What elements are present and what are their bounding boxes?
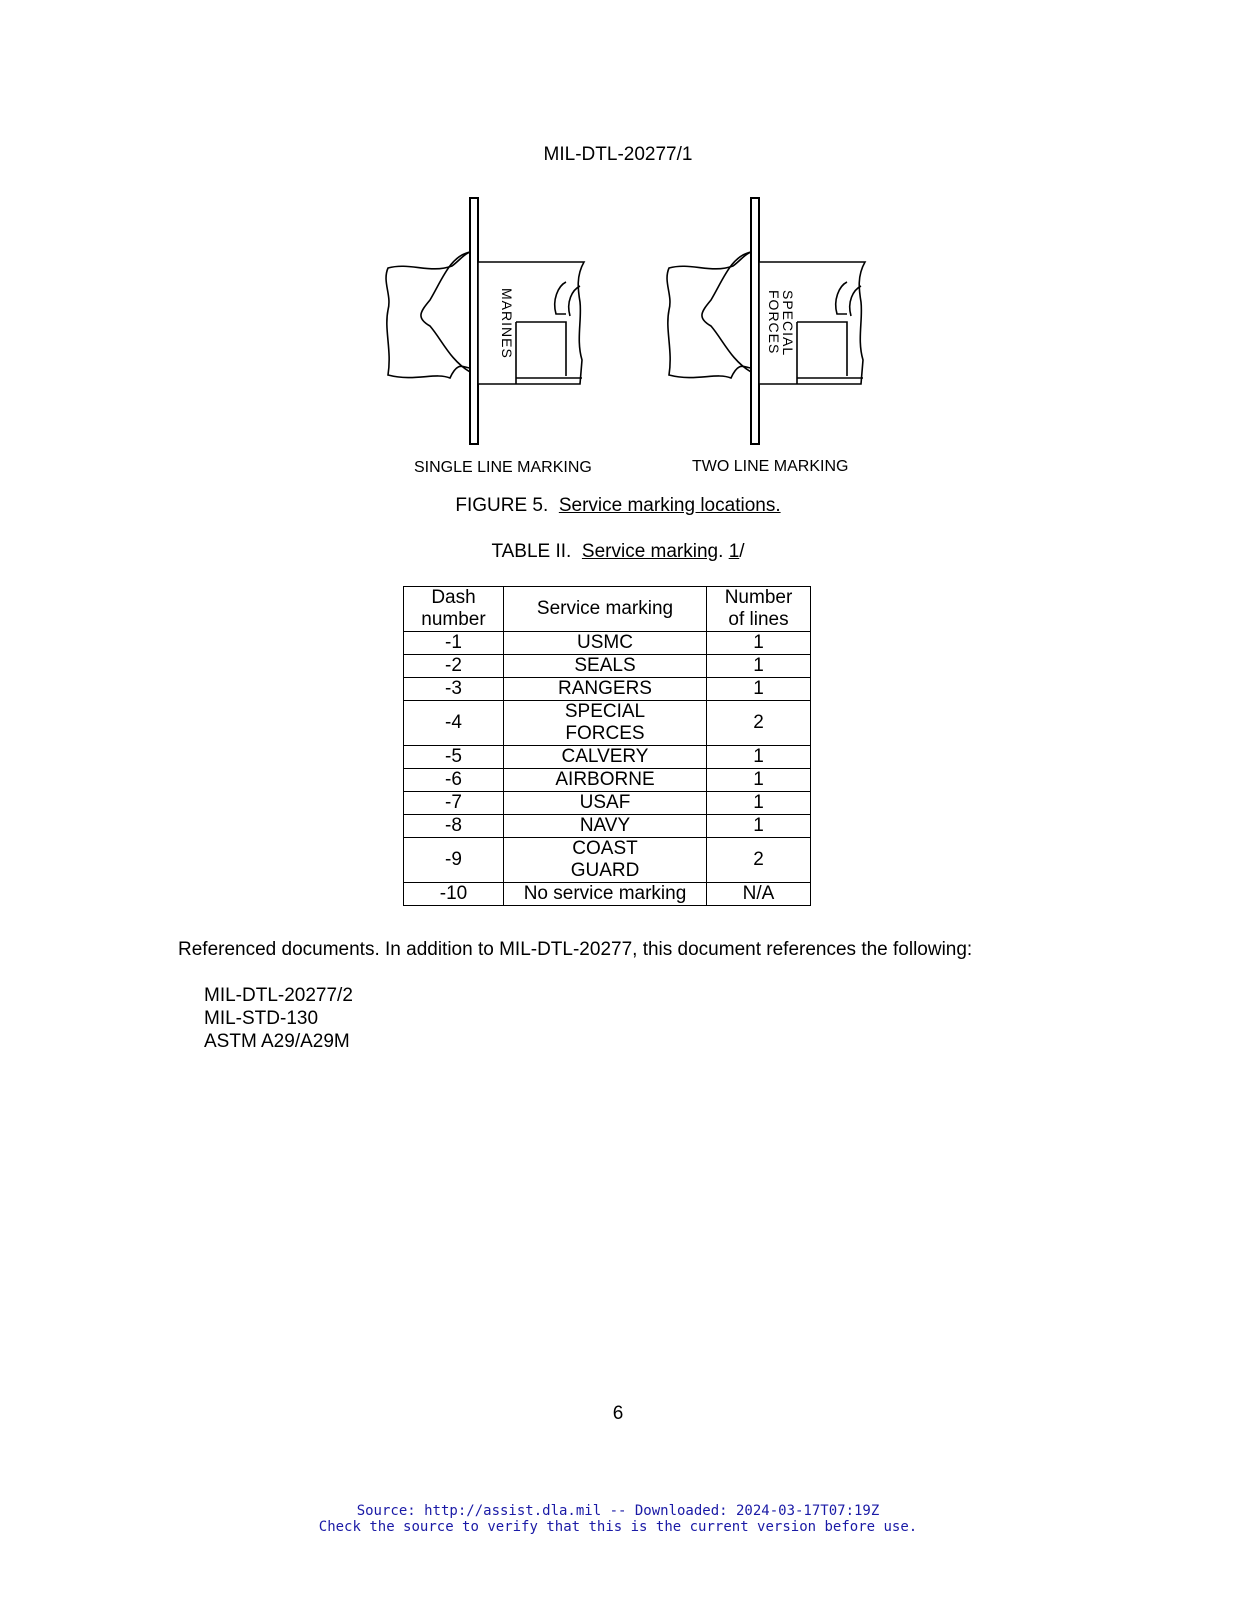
table-row xyxy=(404,655,811,678)
number-of-lines-cell: N/A xyxy=(707,883,811,906)
table-header-row xyxy=(404,587,811,632)
single-line-caption: SINGLE LINE MARKING xyxy=(414,459,592,476)
service-marking-cell: RANGERS xyxy=(504,678,707,701)
number-of-lines-cell: 2 xyxy=(707,701,811,746)
service-marking-cell: USAF xyxy=(504,792,707,815)
service-marking-cell: NAVY xyxy=(504,815,707,838)
dash-number-cell: -3 xyxy=(404,678,504,701)
table-row xyxy=(404,792,811,815)
two-line-caption: TWO LINE MARKING xyxy=(692,458,849,475)
table-row xyxy=(404,883,811,906)
header-service-marking: Service marking xyxy=(504,587,707,632)
number-of-lines-cell: 1 xyxy=(707,792,811,815)
table-footnote-slash: / xyxy=(739,541,745,562)
dash-number-cell: -6 xyxy=(404,769,504,792)
source-footer xyxy=(0,1503,1236,1535)
dash-number-cell: -8 xyxy=(404,815,504,838)
table-row xyxy=(404,838,811,883)
referenced-documents-list xyxy=(204,984,353,1053)
forces-label: FORCES xyxy=(766,290,782,355)
reference-item: MIL-DTL-20277/2 xyxy=(204,985,353,1006)
table-row xyxy=(404,678,811,701)
page-number: 6 xyxy=(612,1403,624,1424)
referenced-documents-intro: Referenced documents. In addition to MIL-DTL-20277, this document references the following: xyxy=(178,939,973,960)
number-of-lines-cell: 2 xyxy=(707,838,811,883)
number-of-lines-cell: 1 xyxy=(707,632,811,655)
service-marking-cell: COAST GUARD xyxy=(504,838,707,883)
table-row xyxy=(404,746,811,769)
table-row xyxy=(404,632,811,655)
dash-number-cell: -10 xyxy=(404,883,504,906)
service-marking-cell: SEALS xyxy=(504,655,707,678)
number-of-lines-cell: 1 xyxy=(707,815,811,838)
dash-number-cell: -2 xyxy=(404,655,504,678)
single-line-drawing xyxy=(386,198,584,444)
header-dash-number: Dash number xyxy=(404,587,504,632)
source-line: Source: http://assist.dla.mil -- Downloaded: 2024-03-17T07:19Z xyxy=(356,1503,880,1519)
document-id-header: MIL-DTL-20277/1 xyxy=(543,144,693,165)
service-marking-figure xyxy=(380,190,880,460)
dash-number-cell: -9 xyxy=(404,838,504,883)
table-title-period: . xyxy=(718,541,724,562)
dash-number-cell: -5 xyxy=(404,746,504,769)
service-marking-table xyxy=(403,586,811,906)
table-title-text: Service marking xyxy=(581,541,719,562)
service-marking-cell: CALVERY xyxy=(504,746,707,769)
marines-label: MARINES xyxy=(499,288,515,359)
figure-title-text: Service marking locations. xyxy=(558,495,781,516)
table-title xyxy=(0,541,1236,563)
special-label: SPECIAL xyxy=(780,290,796,357)
number-of-lines-cell: 1 xyxy=(707,655,811,678)
dash-number-cell: -4 xyxy=(404,701,504,746)
number-of-lines-cell: 1 xyxy=(707,746,811,769)
table-title-prefix: TABLE II. xyxy=(491,541,572,562)
header-number-of-lines: Number of lines xyxy=(707,587,811,632)
number-of-lines-cell: 1 xyxy=(707,678,811,701)
figure-title xyxy=(0,495,1236,517)
dash-number-cell: -1 xyxy=(404,632,504,655)
service-marking-cell: USMC xyxy=(504,632,707,655)
service-marking-cell: AIRBORNE xyxy=(504,769,707,792)
dash-number-cell: -7 xyxy=(404,792,504,815)
table-row xyxy=(404,701,811,746)
table-row xyxy=(404,815,811,838)
table-row xyxy=(404,769,811,792)
verify-line: Check the source to verify that this is the current version before use. xyxy=(318,1519,918,1535)
figure-title-prefix: FIGURE 5. xyxy=(455,495,549,516)
reference-item: ASTM A29/A29M xyxy=(204,1031,350,1052)
service-marking-cell: SPECIAL FORCES xyxy=(504,701,707,746)
reference-item: MIL-STD-130 xyxy=(204,1008,319,1029)
number-of-lines-cell: 1 xyxy=(707,769,811,792)
service-marking-cell: No service marking xyxy=(504,883,707,906)
table-footnote-ref: 1 xyxy=(728,541,740,562)
